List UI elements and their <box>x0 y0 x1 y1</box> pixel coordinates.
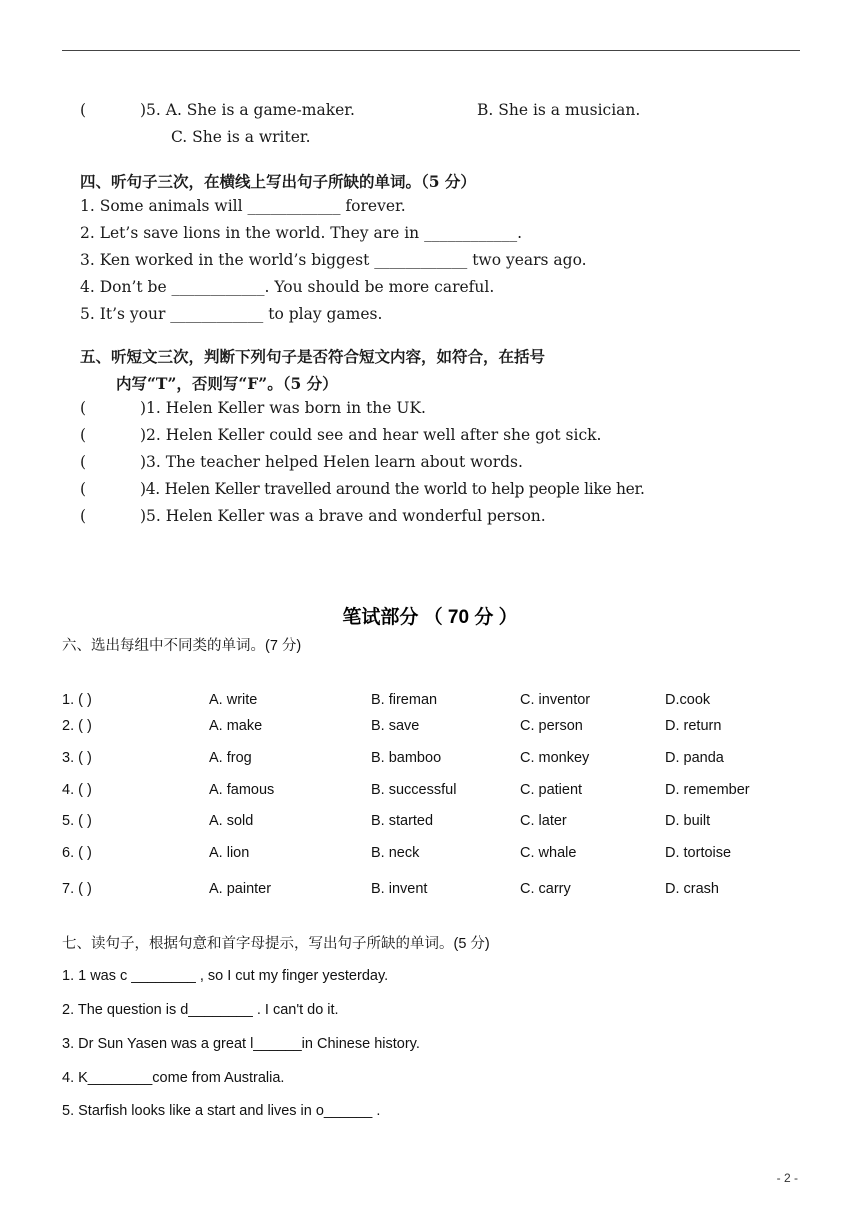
item-number: 3. ( ) <box>62 750 92 766</box>
question-stem: )5. A. She is a game-maker. <box>140 101 355 119</box>
item-number: 1. ( ) <box>62 692 92 708</box>
answer-paren: ( <box>80 480 87 498</box>
choice-row <box>62 845 802 865</box>
fill-line: 2. The question is d________ . I can't do it. <box>62 1002 339 1018</box>
choice-row <box>62 881 802 901</box>
section-heading-cont: 内写“T”，否则写“F”。（5 分） <box>116 374 338 393</box>
option-b: B. She is a musician. <box>477 101 641 119</box>
item-number: 7. ( ) <box>62 881 92 897</box>
option-c: C. later <box>520 813 567 829</box>
option-a: A. lion <box>209 845 250 861</box>
option-d: D. return <box>665 718 722 734</box>
answer-paren: ( <box>80 101 87 119</box>
item-number: 4. ( ) <box>62 782 92 798</box>
answer-paren: ( <box>80 399 87 417</box>
option-d: D. crash <box>665 881 719 897</box>
option-a: A. painter <box>209 881 272 897</box>
option-b: B. invent <box>371 881 428 897</box>
answer-paren: ( <box>80 507 87 525</box>
option-d: D. built <box>665 813 711 829</box>
option-d: D. tortoise <box>665 845 732 861</box>
item-number: 6. ( ) <box>62 845 92 861</box>
option-c: C. carry <box>520 881 571 897</box>
fill-line: 1. Some animals will ____________ forever. <box>80 197 406 215</box>
option-a: A. sold <box>209 813 254 829</box>
fill-line: 4. Don’t be ____________. You should be more careful. <box>80 278 495 296</box>
answer-paren: ( <box>80 453 87 471</box>
tf-statement: )1. Helen Keller was born in the UK. <box>140 399 426 417</box>
option-a: A. frog <box>209 750 252 766</box>
option-d: D.cook <box>665 692 711 708</box>
choice-row <box>62 750 802 770</box>
fill-line: 3. Ken worked in the world’s biggest ____________ two years ago. <box>80 251 587 269</box>
option-d: D. panda <box>665 750 724 766</box>
option-a: A. make <box>209 718 263 734</box>
choice-row <box>62 692 802 712</box>
option-b: B. bamboo <box>371 750 442 766</box>
section-heading: 七、读句子，根据句意和首字母提示，写出句子所缺的单词。(5 分) <box>62 936 490 952</box>
answer-paren: ( <box>80 426 87 444</box>
option-d: D. remember <box>665 782 750 798</box>
option-b: B. fireman <box>371 692 438 708</box>
section-heading: 五、听短文三次，判断下列句子是否符合短文内容，如符合，在括号 <box>80 347 546 366</box>
option-c: C. person <box>520 718 583 734</box>
fill-line: 2. Let’s save lions in the world. They are in ____________. <box>80 224 523 242</box>
fill-line: 5. Starfish looks like a start and lives in o______ . <box>62 1103 381 1119</box>
tf-statement: )5. Helen Keller was a brave and wonderful person. <box>140 507 546 525</box>
fill-line: 3. Dr Sun Yasen was a great l______in Chinese history. <box>62 1036 420 1052</box>
option-c: C. inventor <box>520 692 591 708</box>
tf-statement: )4. Helen Keller travelled around the world to help people like her. <box>140 480 645 498</box>
header-rule <box>62 50 800 51</box>
option-b: B. successful <box>371 782 457 798</box>
section-heading: 四、听句子三次，在横线上写出句子所缺的单词。（5 分） <box>80 172 476 191</box>
choice-row <box>62 782 802 802</box>
choice-row <box>62 813 802 833</box>
option-b: B. started <box>371 813 434 829</box>
section-heading: 六、选出每组中不同类的单词。(7 分) <box>62 638 302 654</box>
option-c: C. patient <box>520 782 583 798</box>
option-c: C. monkey <box>520 750 590 766</box>
option-c: C. whale <box>520 845 577 861</box>
fill-line: 1. 1 was c ________ , so I cut my finger yesterday. <box>62 968 389 984</box>
written-part-title: 笔试部分 （ 70 分 ） <box>342 607 518 628</box>
option-b: B. neck <box>371 845 420 861</box>
page-number: - 2 - <box>776 1171 798 1185</box>
tf-statement: )3. The teacher helped Helen learn about words. <box>140 453 523 471</box>
option-a: A. famous <box>209 782 275 798</box>
fill-line: 5. It’s your ____________ to play games. <box>80 305 383 323</box>
choice-row <box>62 718 802 738</box>
option-a: A. write <box>209 692 258 708</box>
fill-line: 4. K________come from Australia. <box>62 1070 285 1086</box>
item-number: 5. ( ) <box>62 813 92 829</box>
option-c: C. She is a writer. <box>171 128 311 146</box>
item-number: 2. ( ) <box>62 718 92 734</box>
option-b: B. save <box>371 718 420 734</box>
tf-statement: )2. Helen Keller could see and hear well after she got sick. <box>140 426 602 444</box>
